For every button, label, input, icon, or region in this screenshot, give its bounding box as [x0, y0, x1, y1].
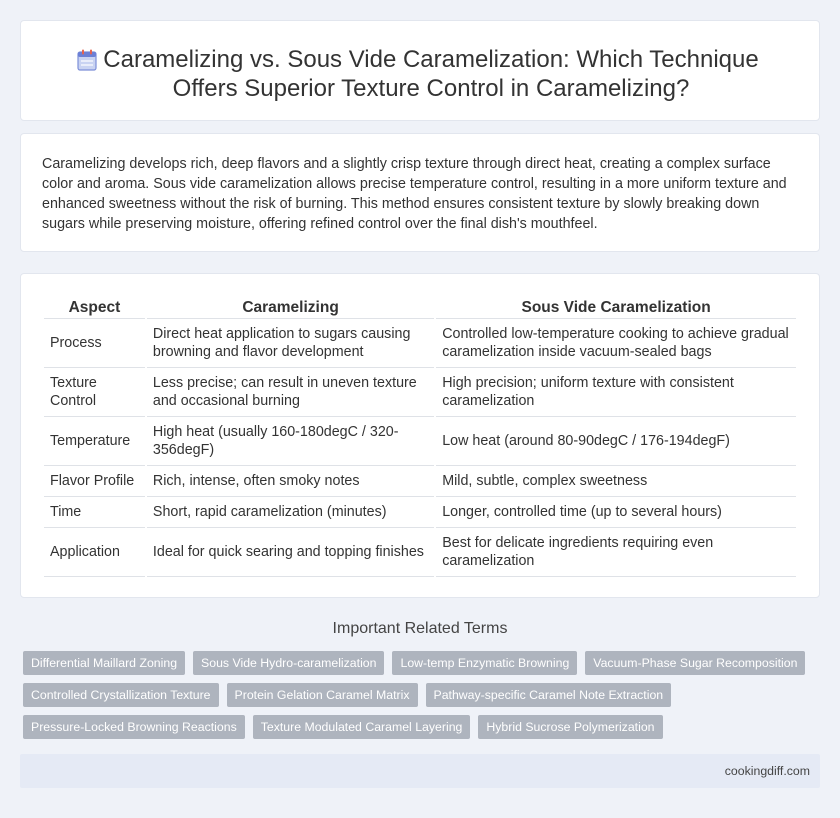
related-term-tag[interactable]: Pathway-specific Caramel Note Extraction — [426, 683, 672, 707]
intro-paragraph: Caramelizing develops rich, deep flavors and a slightly crisp texture through direct heat, creating a complex surface color and aroma. Sous vide caramelization allows precise temperature control, resulting in a more uniform texture and enhanced sweetness without the risk of burning. This method ensures consistent texture by slowly breaking down sugars while preserving moisture, offering refined control over the final dish's mouthfeel. — [42, 156, 787, 232]
comparison-card — [20, 273, 820, 598]
related-term-tag[interactable]: Sous Vide Hydro-caramelization — [193, 651, 384, 675]
related-terms-title: Important Related Terms — [332, 620, 508, 637]
table-row — [44, 417, 796, 466]
table-row — [44, 497, 796, 528]
related-terms-list — [23, 651, 823, 747]
row-aspect: Process — [44, 319, 145, 368]
tag-row — [23, 715, 823, 739]
title-wrap — [21, 45, 821, 103]
row-aspect: Time — [44, 497, 145, 528]
row-caramelizing: Rich, intense, often smoky notes — [147, 466, 434, 497]
intro-card — [20, 133, 820, 252]
row-caramelizing: Direct heat application to sugars causing browning and flavor development — [147, 319, 434, 368]
row-caramelizing: Short, rapid caramelization (minutes) — [147, 497, 434, 528]
row-sous-vide: High precision; uniform texture with consistent caramelization — [436, 368, 796, 417]
footer — [20, 754, 820, 788]
table-row — [44, 319, 796, 368]
table-row — [44, 528, 796, 577]
row-caramelizing: Ideal for quick searing and topping finishes — [147, 528, 434, 577]
related-term-tag[interactable]: Texture Modulated Caramel Layering — [253, 715, 471, 739]
header-sous-vide: Sous Vide Caramelization — [436, 295, 796, 319]
table-row — [44, 466, 796, 497]
related-term-tag[interactable]: Vacuum-Phase Sugar Recomposition — [585, 651, 805, 675]
row-sous-vide: Mild, subtle, complex sweetness — [436, 466, 796, 497]
row-caramelizing: Less precise; can result in uneven texture and occasional burning — [147, 368, 434, 417]
row-aspect: Flavor Profile — [44, 466, 145, 497]
header-caramelizing: Caramelizing — [147, 295, 434, 319]
row-sous-vide: Best for delicate ingredients requiring even caramelization — [436, 528, 796, 577]
row-sous-vide: Controlled low-temperature cooking to achieve gradual caramelization inside vacuum-sealed bags — [436, 319, 796, 368]
row-caramelizing: High heat (usually 160-180degC / 320-356degF) — [147, 417, 434, 466]
comparison-table — [42, 295, 798, 577]
title-card — [20, 20, 820, 121]
row-aspect: Texture Control — [44, 368, 145, 417]
tag-row — [23, 683, 823, 707]
table-row — [44, 368, 796, 417]
page-title: Caramelizing vs. Sous Vide Caramelization: Which Technique Offers Superior Texture Control in Caramelizing? — [103, 46, 759, 102]
related-term-tag[interactable]: Protein Gelation Caramel Matrix — [227, 683, 418, 707]
row-aspect: Application — [44, 528, 145, 577]
row-sous-vide: Longer, controlled time (up to several hours) — [436, 497, 796, 528]
table-header-row — [44, 295, 796, 319]
tag-row — [23, 651, 823, 675]
header-aspect: Aspect — [44, 295, 145, 319]
calendar-icon — [76, 48, 98, 72]
related-term-tag[interactable]: Differential Maillard Zoning — [23, 651, 185, 675]
footer-site-link[interactable]: cookingdiff.com — [724, 764, 810, 778]
row-aspect: Temperature — [44, 417, 145, 466]
related-term-tag[interactable]: Low-temp Enzymatic Browning — [392, 651, 577, 675]
related-term-tag[interactable]: Pressure-Locked Browning Reactions — [23, 715, 245, 739]
related-term-tag[interactable]: Hybrid Sucrose Polymerization — [478, 715, 662, 739]
related-term-tag[interactable]: Controlled Crystallization Texture — [23, 683, 219, 707]
row-sous-vide: Low heat (around 80-90degC / 176-194degF) — [436, 417, 796, 466]
